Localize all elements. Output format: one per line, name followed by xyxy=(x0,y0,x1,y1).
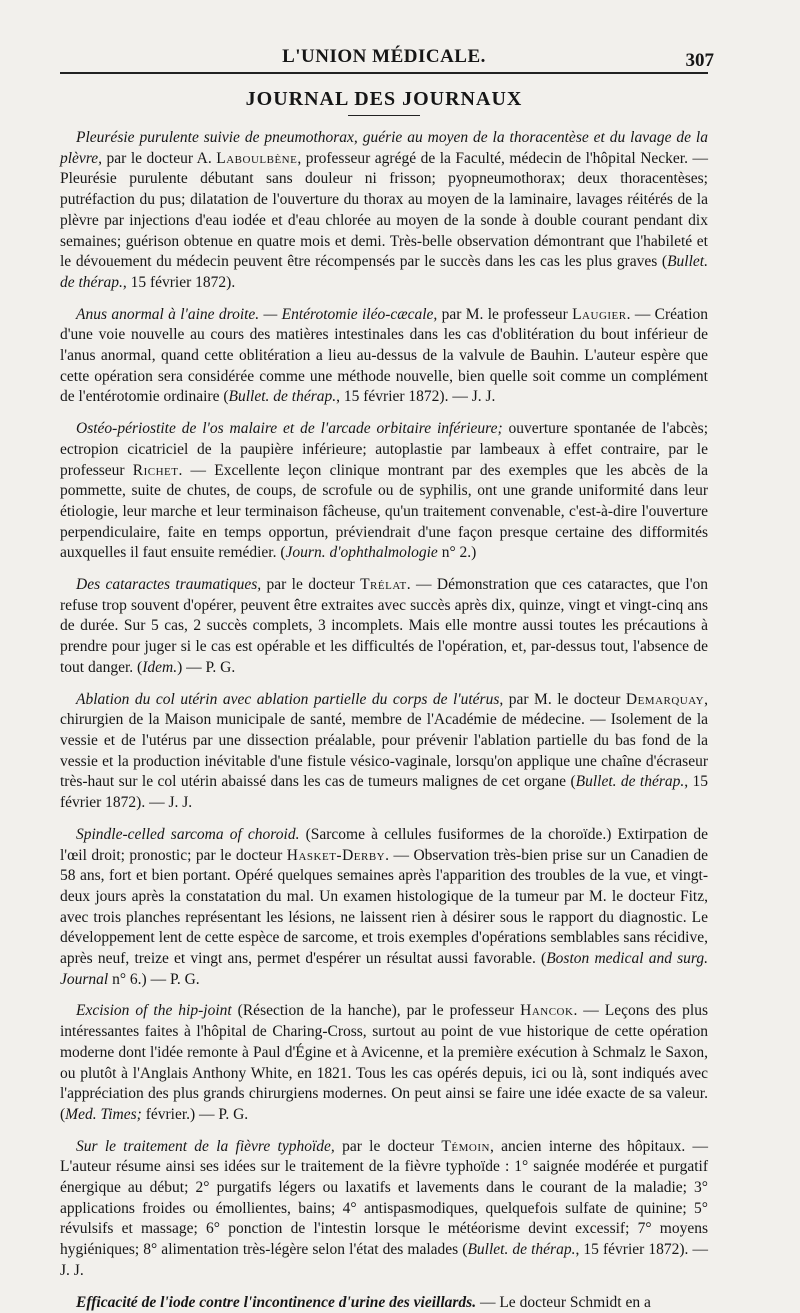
entry-lead: Spindle-celled sarcoma of choroid. xyxy=(76,825,300,843)
entry-lead: Ostéo-périostite de l'os malaire et de l'arcade orbitaire inférieure; xyxy=(76,420,503,438)
entry-pre-author: par le docteur A. xyxy=(102,149,217,167)
entry-lead: Sur le traitement de la fièvre typhoïde, xyxy=(76,1137,335,1155)
entry-source: Idem. xyxy=(142,658,178,676)
entry-pre-author: par le docteur xyxy=(261,576,361,594)
entry-fievre-typhoide xyxy=(60,1137,708,1282)
entry-spindle-sarcoma xyxy=(60,825,708,991)
entry-source: Bullet. de thérap. xyxy=(467,1241,576,1259)
entry-pre-author: (Sarcome à cellules fusiformes de la choroïde.) Extirpation de l'œil droit; pronostic; par le docteur xyxy=(60,825,708,864)
entry-author: Témoin xyxy=(441,1137,490,1155)
entry-source: Bullet. de thérap. xyxy=(60,253,708,291)
entry-tail: , 15 février 1872). — J. J. xyxy=(336,388,496,406)
entry-body: . — Création d'une voie nouvelle au cours des matières intestinales dans les cas d'oblitération du bout inférieur de l'anus anormal, quand cette oblitération a lieu au-dessus de la valvule de Bauhin. L'auteur espère que cette opération sera considérée comme une méthode nouvelle, bien quelle soit comme un complément de l'entérotomie ordinaire ( xyxy=(60,305,709,406)
entry-body: , professeur agrégé de la Faculté, médecin de l'hôpital Necker. — Pleurésie purulente débutant sans douleur ni frisson; pyopneumothorax; deux thoracentèses; putréfaction du pus; dilatation de l'ouverture du thorax au moyen de la laminaire, lavages réitérés de la plèvre par injections d'eau iodée et d'eau chlorée au moyen de la sonde à double courant pendant dix semaines; guérison obtenue en quatre mois et demi. Très-belle observation démontrant que l'habileté et le dévouement du médecin peuvent être récompensés par le succès dans les cas les plus graves ( xyxy=(60,149,709,271)
entry-lead: Ablation du col utérin avec ablation partielle du corps de l'utérus, xyxy=(76,690,504,708)
entry-pre-author: (Résection de la hanche), par le professeur xyxy=(231,1002,521,1020)
entry-pre-author: par le docteur xyxy=(334,1137,442,1155)
running-header xyxy=(60,38,714,74)
entry-body: . — Observation très-bien prise sur un Canadien de 58 ans, fort et bien portant. Opéré quelques semaines après l'apparition des troubles de la vue, et vingt-deux jours après la constatation du mal. Un examen histologique de la tumeur par M. le docteur Fitz, avec trois planches représentant les lésions, ne laissent rien à désirer sous le rapport du diagnostic. Le développement lent de cette espèce de sarcome, et trois exemples d'opérations semblables sans récidive, après neuf, treize et vingt ans, permet d'espérer un résultat aussi favorable. ( xyxy=(60,846,708,968)
entry-tail: ) — P. G. xyxy=(177,658,236,676)
entry-lead: Efficacité de l'iode contre l'incontinence d'urine des vieillards. xyxy=(76,1293,477,1311)
entry-source: Med. Times; xyxy=(65,1105,142,1123)
entry-pleuresie xyxy=(60,128,708,294)
entry-anus-anormal xyxy=(60,305,708,409)
entry-lead: Excision of the hip-joint xyxy=(76,1002,232,1020)
entry-tail: n° 6.) — P. G. xyxy=(108,970,200,988)
title-rule xyxy=(348,115,420,116)
entry-tail: février.) — P. G. xyxy=(141,1105,249,1123)
entry-cataractes xyxy=(60,575,708,679)
entry-lead: Des cataractes traumatiques, xyxy=(76,576,262,594)
entry-hip-joint xyxy=(60,1001,708,1125)
entry-body: , chirurgien de la Maison municipale de santé, membre de l'Académie de médecine. — Isolement de la vessie et de l'utérus par une dissection préalable, pour prévenir l'ablation partielle du bas fond de la vessie et la production inévitable d'une fistule vésico-vaginale, lorsqu'on applique une chaîne d'écraseur très-haut sur le col utérin abaissé dans les cas de tumeurs malignes de cet organe ( xyxy=(60,690,708,791)
entry-author: Hancok xyxy=(520,1002,574,1020)
entry-author: Laboulbène xyxy=(216,149,298,167)
entry-source: Bullet. de thérap. xyxy=(575,773,685,791)
entry-author: Trélat xyxy=(360,576,407,594)
entry-iode-incontinence xyxy=(60,1293,708,1313)
entry-lead: Anus anormal à l'aine droite. — Entérotomie iléo-cæcale, xyxy=(76,305,438,323)
entry-tail: n° 2.) xyxy=(437,544,477,562)
section-title: JOURNAL DES JOURNAUX xyxy=(245,88,523,110)
entry-body: , ancien interne des hôpitaux. — L'auteur résume ainsi ses idées sur le traitement de la fièvre typhoïde : 1° saignée modérée et purgatif énergique au début; 2° purgatifs légers ou laxatifs et lavements dans le courant de la maladie; 3° applications froides ou émollientes, bains; 4° antispasmodiques, quelquefois sulfate de quinine; 5° révulsifs et massage; 6° ponction de l'intestin lorsque le météorisme devint excessif; 7° moyens hygiéniques; 8° alimentation très-légère selon l'état des malades ( xyxy=(60,1137,708,1259)
running-title: L'UNION MÉDICALE. xyxy=(282,46,486,67)
entry-body: . — Démonstration que ces cataractes, que l'on refuse trop souvent d'opérer, peuvent être extraites avec succès après dix, quinze, vingt et vingt-cinq ans de durée. Sur 5 cas, 2 succès complets, 3 incomplets. Mais elle montre aussi toutes les précautions à prendre pour juger si le cas est opérable et les difficultés de l'opération, et, par-dessus tout, l'absence de tout danger. ( xyxy=(60,576,708,676)
entry-pre-author: ouverture spontanée de l'abcès; ectropion cicatriciel de la paupière inférieure; autoplastie par lambeaux à effet contraire, par le professeur xyxy=(60,420,708,479)
entry-source: Boston medical and surg. Journal xyxy=(60,950,708,988)
entry-body: . — Excellente leçon clinique montrant par des exemples que les abcès de la pommette, suite de chutes, de coups, de scrofule ou de syphilis, ont une grande uniformité dans leur étiologie, leur marche et leur terminaison fâcheuse, qu'un traitement convenable, c'est-à-dire l'ouverture perpendiculaire, faite en temps opportun, préviendrait d'une façon presque certaine des difformités auxquelles il faut ensuite remédier. ( xyxy=(60,461,708,562)
entry-tail: , 15 février 1872). — J. J. xyxy=(60,773,708,812)
entry-pre-author: — Le docteur Schmidt en a xyxy=(476,1293,651,1311)
entry-author: Demarquay xyxy=(625,690,705,708)
entry-author: Hasket-Derby xyxy=(286,846,386,864)
entry-body: . — Leçons des plus intéressantes faites à l'hôpital de Charing-Cross, surtout au point de vue historique de cette opération moderne dont l'idée remonte à Paul d'Égine et à Avicenne, et la première exécution à Schmalz le Saxon, ou plutôt à l'Anglais Anthony White, en 1821. Tous les cas opérés depuis, ici ou là, sont indiqués avec l'appréciation des plus grands chirurgiens modernes. On peut ainsi se faire une idée exacte de sa valeur. ( xyxy=(60,1002,708,1123)
entry-tail: , 15 février 1872). — J. J. xyxy=(60,1241,709,1279)
entry-lead: Pleurésie purulente suivie de pneumothorax, guérie au moyen de la thoracentèse et du lavage de la plèvre, xyxy=(60,129,708,167)
page-number: 307 xyxy=(685,50,714,71)
entry-osteo-periostite xyxy=(60,419,708,564)
entry-source: Journ. d'ophthalmologie xyxy=(285,544,438,562)
entry-ablation-col-uterin xyxy=(60,690,708,814)
entry-pre-author: par M. le docteur xyxy=(503,690,626,708)
entry-author: Laugier xyxy=(572,305,627,323)
entry-tail: , 15 février 1872). xyxy=(122,273,236,291)
entry-source: Bullet. de thérap. xyxy=(228,388,337,406)
entry-author: Richet xyxy=(132,461,179,479)
entry-pre-author: par M. le professeur xyxy=(437,305,573,323)
